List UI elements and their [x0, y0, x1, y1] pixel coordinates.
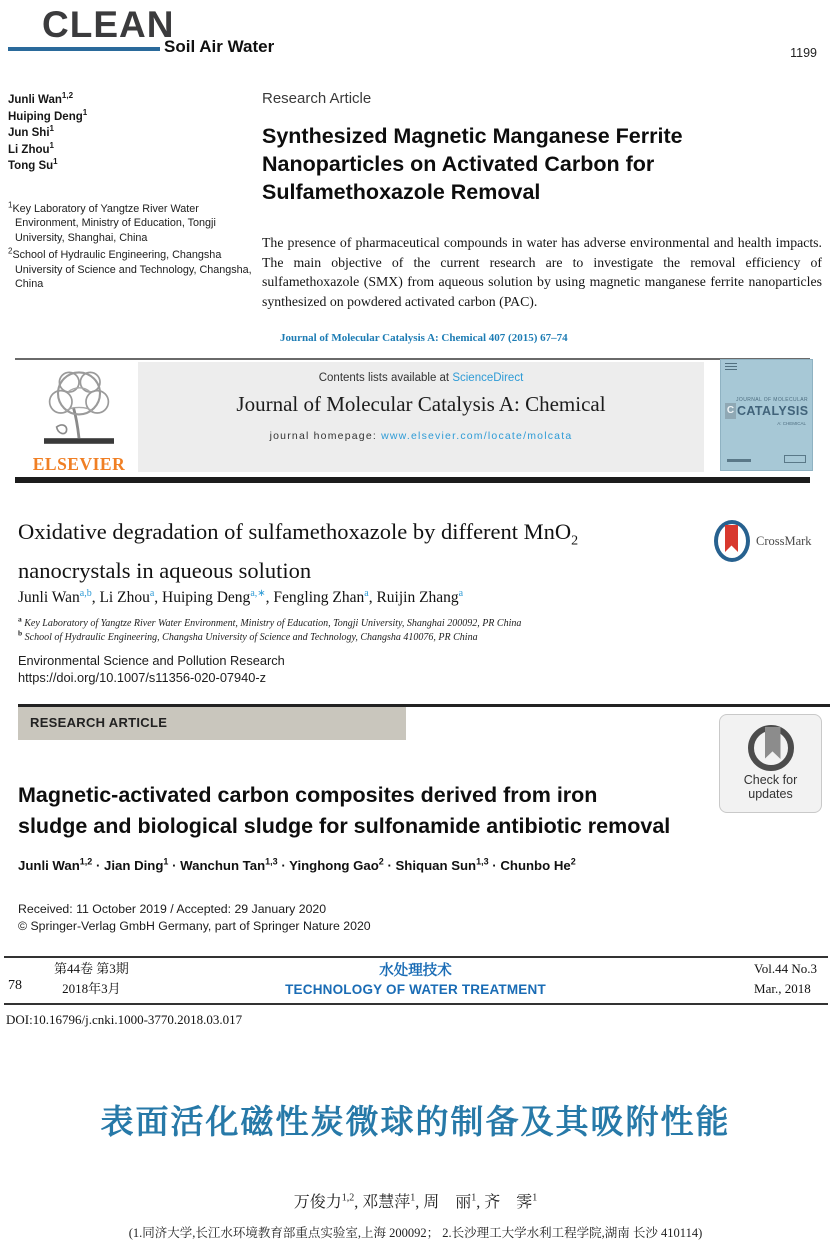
author-name: Tong Su: [8, 160, 54, 172]
author: [162, 589, 273, 606]
affiliation-text: School of Hydraulic Engineering, Changsha University of Science and Technology, Changsha, China: [12, 249, 252, 290]
divider-rule: [4, 1003, 828, 1005]
author-name: Jian Ding: [104, 858, 164, 873]
check-for-updates-badge[interactable]: [719, 714, 822, 813]
author-name: Shiquan Sun: [395, 858, 477, 873]
cover-bottom-left-mark: [727, 459, 751, 462]
author-sep: ,: [415, 1194, 424, 1211]
crossmark-badge[interactable]: [712, 518, 812, 564]
elsevier-banner-section: [0, 358, 831, 488]
jmc-article-title: [18, 517, 698, 585]
clean-affiliations: [8, 199, 258, 292]
date-line: Mar., 2018: [754, 981, 811, 996]
volume-line: Vol.44 No.3: [754, 961, 817, 976]
author-line: [8, 92, 258, 109]
jmc-affiliations: [18, 614, 522, 644]
author-sup: 1,2: [341, 1192, 355, 1204]
author-name: Junli Wan: [18, 589, 80, 606]
author-sup: 1: [410, 1192, 416, 1204]
cover-bottom-right-mark: [784, 455, 806, 463]
affiliation: [8, 248, 258, 292]
author-name: Jun Shi: [8, 127, 50, 139]
check-updates-icon: [747, 724, 795, 772]
divider-rule: [4, 956, 828, 958]
author: [500, 858, 575, 873]
clean-author-column: [8, 92, 258, 295]
author: [273, 589, 376, 606]
cover-c-badge: C: [725, 403, 736, 419]
cover-kicker-text: JOURNAL OF MOLECULAR: [736, 397, 808, 403]
clean-article-title: [262, 122, 742, 206]
cnki-journal-name-en: TECHNOLOGY OF WATER TREATMENT: [285, 982, 546, 997]
author-name: 周 丽: [423, 1194, 472, 1211]
author-sup: 1,2: [79, 856, 93, 867]
author-sep: ·: [488, 858, 501, 873]
cnki-journal-title-block: [0, 959, 831, 997]
affiliation-sup: 2: [8, 246, 13, 256]
author-name: Fengling Zhan: [273, 589, 365, 606]
title-line: Oxidative degradation of sulfamethoxazole by different MnO: [18, 519, 572, 544]
affiliation: [8, 199, 258, 246]
author-sup: 1: [163, 856, 169, 867]
author-sep: ,: [368, 589, 377, 606]
author-line: [8, 158, 258, 175]
author-sup: 1: [49, 124, 54, 134]
title-line: Sulfamethoxazole Removal: [262, 180, 541, 204]
affiliation: [18, 628, 521, 645]
clean-logo-underline: [8, 47, 160, 51]
author: [376, 589, 463, 606]
author: [180, 858, 289, 873]
author: [99, 589, 162, 606]
jmc-citation-link[interactable]: Journal of Molecular Catalysis A: Chemical 407 (2015) 67–74: [280, 332, 568, 344]
affiliation-sup: 1: [8, 199, 13, 209]
author-sup: a: [458, 587, 464, 599]
cnki-header-section: [0, 952, 831, 1042]
cnki-volume-en: [754, 959, 817, 999]
affiliation-text: School of Hydraulic Engineering, Changsha University of Science and Technology, Changsha 410076, PR China: [22, 631, 478, 643]
page-number: 1199: [790, 46, 817, 60]
affiliation-text: Key Laboratory of Yangtze River Water Environment, Ministry of Education, Tongji University, Shanghai 200092, PR China: [21, 618, 522, 629]
author-sup: a: [149, 587, 155, 599]
author-sep: ,: [154, 589, 163, 606]
received-accepted-line: Received: 11 October 2019 / Accepted: 29 January 2020: [18, 902, 327, 916]
affiliation-sup: a: [18, 614, 22, 624]
author-sup: a,b: [79, 587, 92, 599]
espr-section: [0, 652, 831, 952]
title-line: Nanoparticles on Activated Carbon for: [262, 152, 655, 176]
author-name: Junli Wan: [8, 94, 62, 106]
author-name: Huiping Deng: [162, 589, 251, 606]
author-sup: a,∗: [250, 587, 266, 599]
author-sup: 2: [378, 856, 384, 867]
elsevier-wordmark: ELSEVIER: [32, 454, 126, 474]
cover-corner-marks: [725, 363, 737, 372]
author-sep: ,: [354, 1194, 363, 1211]
author-line: [8, 125, 258, 142]
title-line: Magnetic-activated carbon composites derived from iron: [18, 783, 598, 807]
cover-title-text: CATALYSIS: [737, 404, 809, 418]
espr-journal-name: Environmental Science and Pollution Research: [18, 653, 285, 668]
author-name: Chunbo He: [500, 858, 571, 873]
volume-line: 第44卷 第3期: [54, 961, 129, 976]
contents-prefix: Contents lists available at: [318, 372, 453, 384]
cnki-doi: DOI:10.16796/j.cnki.1000-3770.2018.03.017: [6, 1012, 243, 1027]
divider-top: [15, 358, 810, 360]
author-name: Li Zhou: [8, 143, 50, 156]
author-sep: ·: [168, 858, 181, 873]
author: [396, 858, 501, 873]
author-name: Junli Wan: [18, 858, 80, 873]
journal-homepage-link[interactable]: www.elsevier.com/locate/molcata: [381, 430, 573, 442]
author-sup: 1: [471, 1192, 477, 1204]
title-subscript: 2: [571, 533, 579, 549]
sciencedirect-link[interactable]: ScienceDirect: [452, 372, 524, 384]
chinese-authors-line: [0, 1192, 831, 1214]
elsevier-logo-block: [22, 363, 136, 475]
jmc-authors-line: [18, 589, 463, 607]
divider-thick-bar: [15, 477, 810, 483]
author-sep: ,: [91, 589, 100, 606]
title-line: Synthesized Magnetic Manganese Ferrite: [262, 124, 683, 148]
author: [104, 858, 180, 873]
author: [289, 858, 395, 873]
clean-header-section: [0, 0, 831, 358]
affiliation-sup: b: [18, 628, 23, 638]
check-updates-label: Check for updates: [743, 773, 798, 801]
author: [362, 1194, 423, 1211]
author-name: 万俊力: [293, 1194, 342, 1211]
affiliation-text: Key Laboratory of Yangtze River Water Environment, Ministry of Education, Tongji University, Shanghai, China: [12, 202, 216, 244]
author: [18, 858, 104, 873]
author-sep: ·: [383, 858, 396, 873]
author-sep: ·: [92, 858, 105, 873]
journal-masthead-box: [138, 362, 704, 472]
cover-title-row: [725, 403, 810, 419]
author-sep: ,: [476, 1194, 485, 1211]
research-article-label: RESEARCH ARTICLE: [30, 715, 168, 730]
clean-logo: CLEAN: [42, 4, 175, 45]
author-line: [8, 109, 258, 126]
author-sup: 1: [49, 140, 54, 150]
chinese-article-section: [0, 1090, 831, 1251]
author-sup: 2: [570, 856, 576, 867]
homepage-line: [138, 430, 704, 442]
author: [423, 1194, 484, 1211]
article-type-label: Research Article: [262, 90, 372, 107]
crossmark-label: CrossMark: [756, 533, 812, 548]
title-line: nanocrystals in aqueous solution: [18, 557, 312, 583]
author-sep: ·: [277, 858, 290, 873]
author-sup: 1,3: [476, 856, 489, 867]
clean-article-column: [262, 90, 822, 311]
author-sup: 1: [53, 157, 58, 167]
affiliation: [18, 614, 522, 631]
clean-logo-subtitle: Soil Air Water: [164, 37, 275, 56]
author: [294, 1194, 363, 1211]
research-article-banner: [18, 707, 406, 740]
elsevier-tree-icon: [37, 436, 121, 453]
title-line: sludge and biological sludge for sulfonamide antibiotic removal: [18, 814, 671, 838]
author-name: Ruijin Zhang: [376, 589, 459, 606]
author-name: 齐 霁: [484, 1194, 533, 1211]
jmc-article-section: [0, 500, 831, 652]
author-sup: 1: [82, 107, 88, 117]
espr-dates-block: [18, 901, 371, 934]
author-name: Li Zhou: [99, 589, 150, 606]
cnki-journal-name-cn: 水处理技术: [379, 963, 452, 979]
date-line: 2018年3月: [62, 981, 121, 996]
copyright-line: © Springer-Verlag GmbH Germany, part of Springer Nature 2020: [18, 918, 371, 933]
espr-article-title: [18, 780, 670, 842]
author-line: [8, 142, 258, 159]
author-name: Wanchun Tan: [180, 858, 266, 873]
author-sup: 1,2: [61, 91, 74, 101]
author: [484, 1194, 537, 1211]
cnki-page-number: 78: [8, 978, 22, 993]
cover-subtitle-text: A: CHEMICAL: [777, 421, 806, 426]
author-sup: 1,3: [265, 856, 278, 867]
author-name: Huiping Deng: [8, 110, 83, 123]
espr-doi[interactable]: https://doi.org/10.1007/s11356-020-07940-z: [18, 670, 267, 685]
crossmark-icon: [712, 518, 752, 564]
author-name: 邓慧萍: [362, 1194, 411, 1211]
author-sep: ,: [265, 589, 274, 606]
author-sup: 1: [532, 1192, 538, 1204]
espr-authors-line: [18, 858, 576, 873]
chinese-affiliation-line: (1.同济大学,长江水环境教育部重点实验室,上海 200092； 2.长沙理工大学水利工程学院,湖南 长沙 410114): [128, 1226, 703, 1240]
author-name: Yinghong Gao: [289, 858, 379, 873]
author-sup: a: [364, 587, 369, 599]
chinese-article-title: 表面活化磁性炭微球的制备及其吸附性能: [100, 1103, 731, 1140]
journal-cover-thumbnail: [720, 359, 813, 471]
author: [18, 589, 99, 606]
contents-line: [138, 372, 704, 384]
homepage-prefix: journal homepage:: [269, 430, 382, 442]
abstract-text: The presence of pharmaceutical compounds in water has adverse environmental and health impacts. The main objective of the current research are to investigate the removal efficiency of sulfamethoxazole (SMX) from aqueous solution by using magnetic manganese ferrite nanoparticles synthesized on powdered activated carbon (PAC).: [262, 235, 822, 309]
journal-masthead-title: Journal of Molecular Catalysis A: Chemical: [236, 392, 606, 416]
